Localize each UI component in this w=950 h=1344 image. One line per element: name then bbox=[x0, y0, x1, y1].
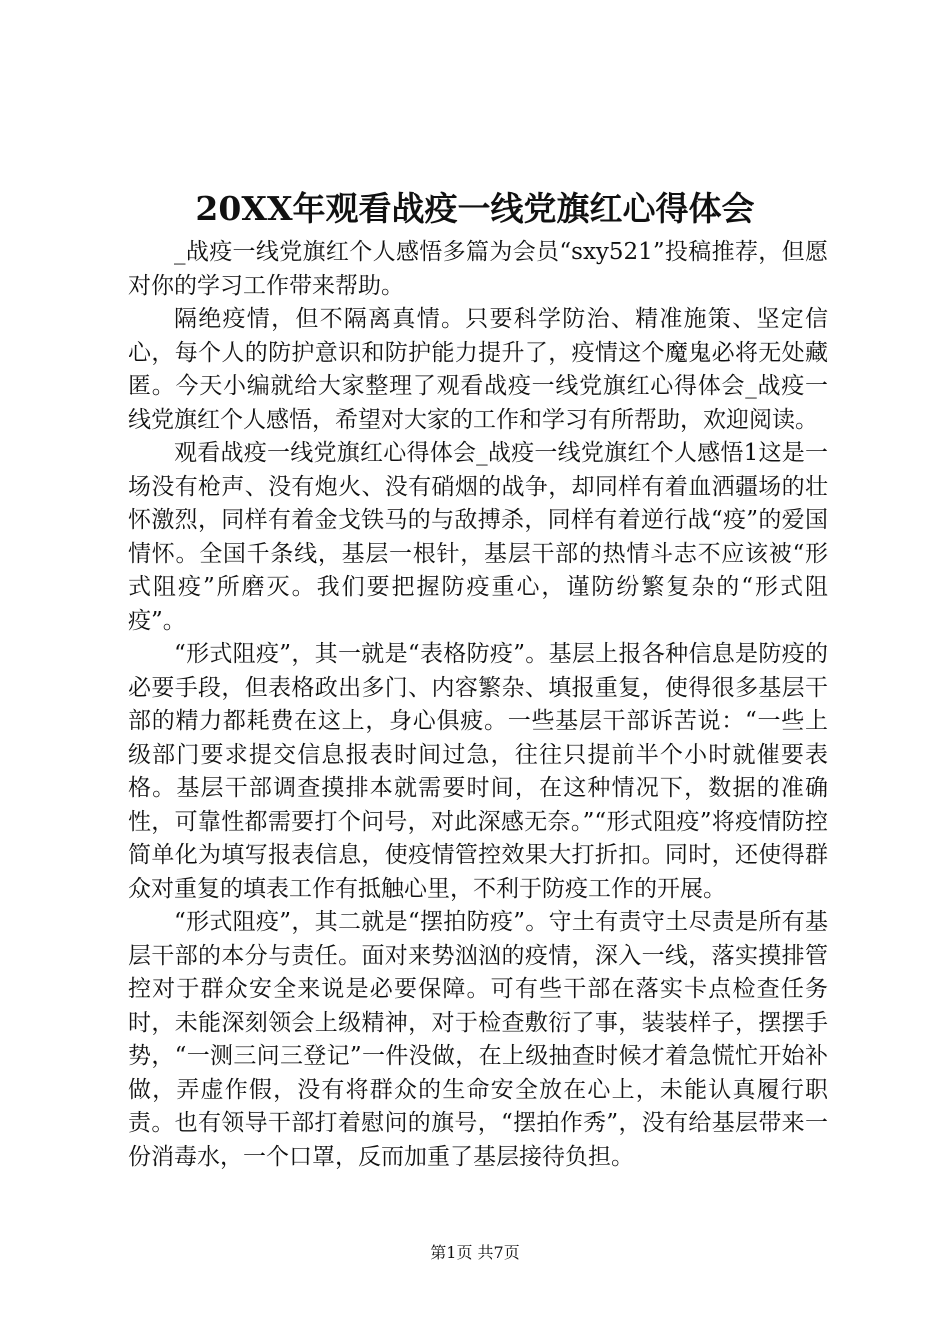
paragraph-form-table: “形式阻疫”，其一就是“表格防疫”。基层上报各种信息是防疫的必要手段，但表格政出多门、内容繁杂、填报重复，使得很多基层干部的精力都耗费在这上，身心俱疲。一些基层干部诉苦说：“一些上级部门要求提交信息报表时间过急，往往只提前半个小时就催要表格。基层干部调查摸排本就需要时间，在这种情况下，数据的准确性，可靠性都需要打个问号，对此深感无奈。”“形式阻疫”将疫情防控简单化为填写报表信息，使疫情管控效果大打折扣。同时，还使得群众对重复的填表工作有抵触心里，不利于防疫工作的开展。 bbox=[128, 641, 828, 902]
paragraph-summary: 隔绝疫情，但不隔离真情。只要科学防治、精准施策、坚定信心，每个人的防护意识和防护能力提升了，疫情这个魔鬼必将无处藏匿。今天小编就给大家整理了观看战疫一线党旗红心得体会_战疫一线党旗红个人感悟，希望对大家的工作和学习有所帮助，欢迎阅读。 bbox=[128, 306, 828, 433]
paragraph-form-photo: “形式阻疫”，其二就是“摆拍防疫”。守土有责守土尽责是所有基层干部的本分与责任。面对来势汹汹的疫情，深入一线，落实摸排管控对于群众安全来说是必要保障。可有些干部在落实卡点检查任务时，未能深刻领会上级精神，对于检查敷衍了事，装装样子，摆摆手势，“一测三问三登记”一件没做，在上级抽查时候才着急慌忙开始补做，弄虚作假，没有将群众的生命安全放在心上，未能认真履行职责。也有领导干部打着慰问的旗号，“摆拍作秀”，没有给基层带来一份消毒水，一个口罩，反而加重了基层接待负担。 bbox=[128, 909, 828, 1170]
paragraph-intro: _战疫一线党旗红个人感悟多篇为会员“sxy521”投稿推荐，但愿对你的学习工作带来帮助。 bbox=[128, 239, 828, 299]
page-number-footer: 第1页 共7页 bbox=[430, 1243, 520, 1262]
paragraph-section-1: 观看战疫一线党旗红心得体会_战疫一线党旗红个人感悟1这是一场没有枪声、没有炮火、没有硝烟的战争，却同样有着血洒疆场的壮怀激烈，同样有着金戈铁马的与敌搏杀，同样有着逆行战“疫”的爱国情怀。全国千条线，基层一根针，基层干部的热情斗志不应该被“形式阻疫”所磨灭。我们要把握防疫重心，谨防纷繁复杂的“形式阻疫”。 bbox=[128, 440, 828, 634]
document-body bbox=[128, 236, 828, 1174]
document-title: 20XX年观看战疫一线党旗红心得体会 bbox=[195, 189, 755, 228]
